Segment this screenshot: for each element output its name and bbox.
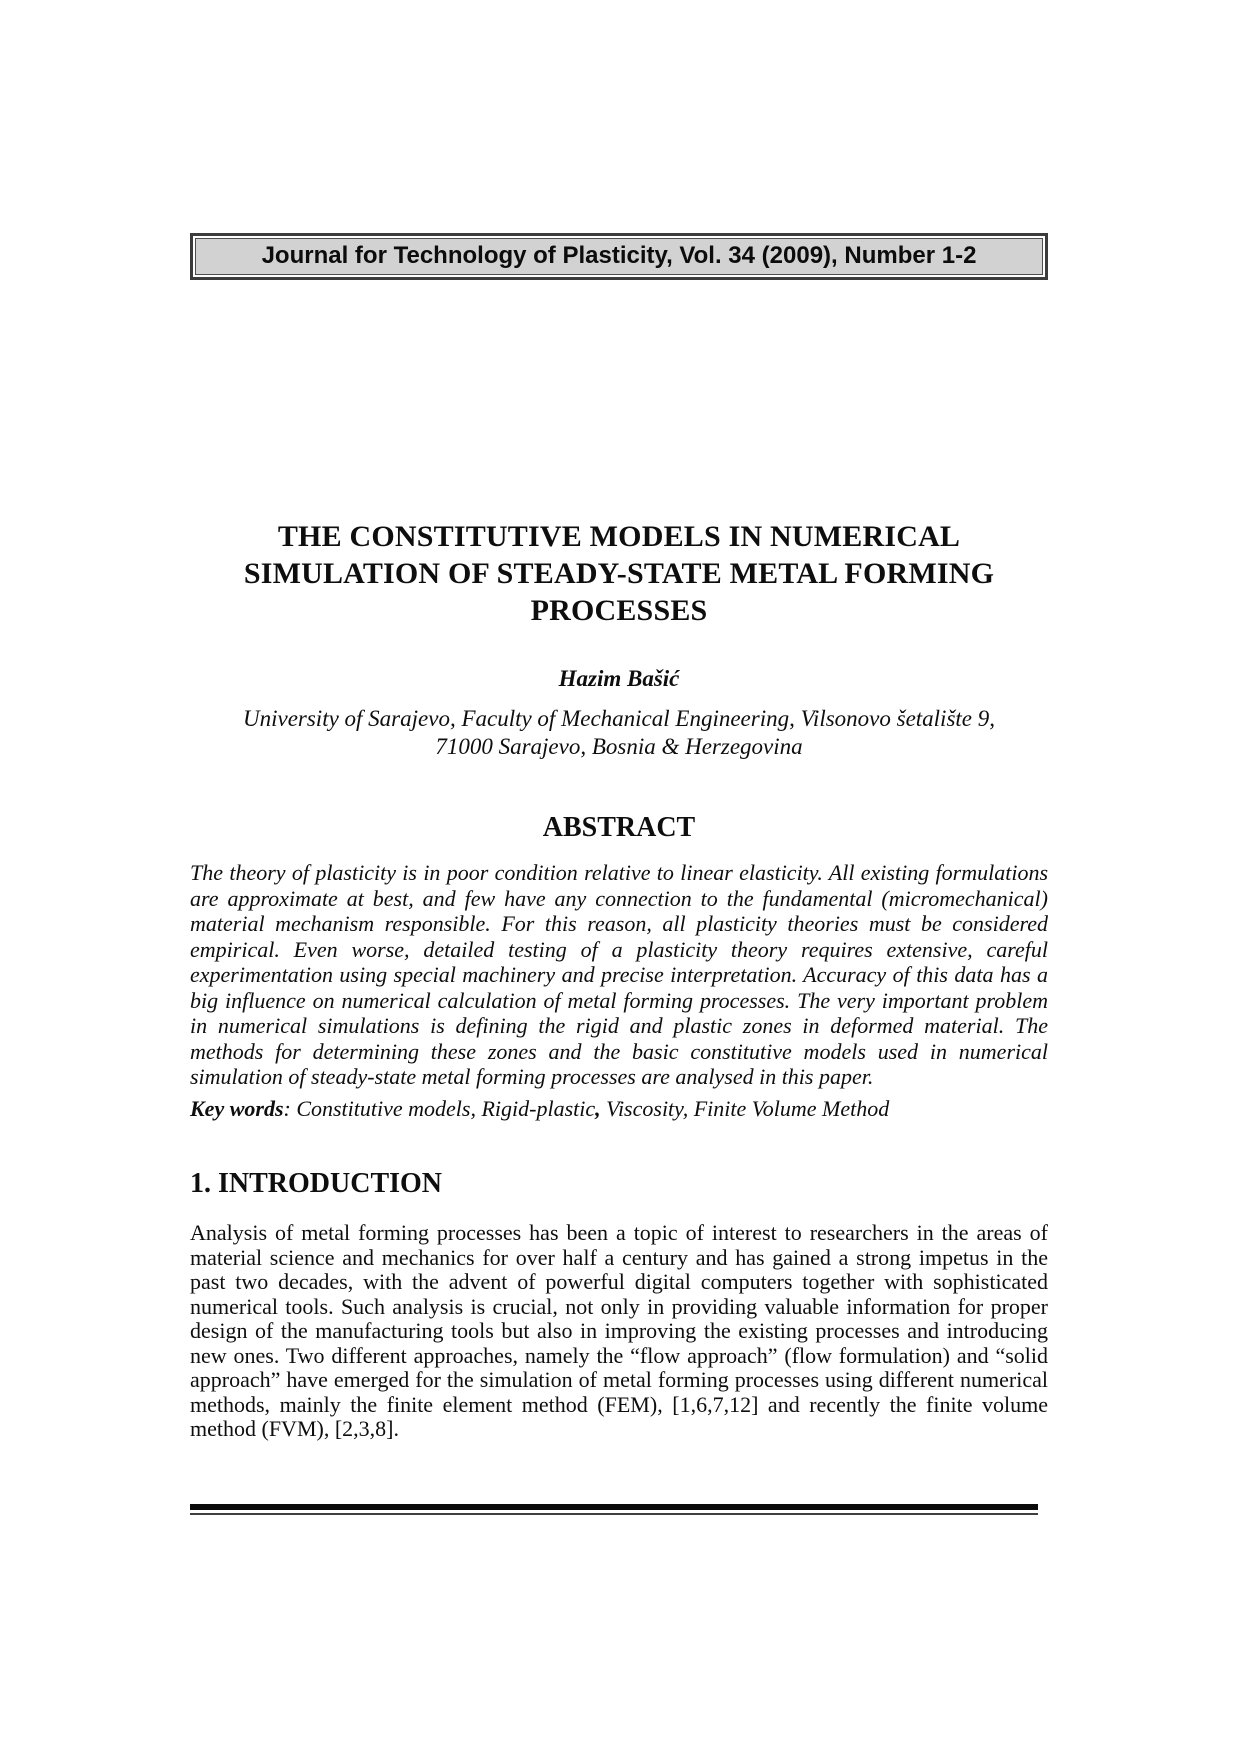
- abstract-text: The theory of plasticity is in poor condition relative to linear elasticity. All existing formulations are approximate at best, and few have any connection to the fundamental (micromechanical) material mechanism responsible. For this reason, all plasticity theories must be considered empirical. Even worse, detailed testing of a plasticity theory requires extensive, careful experimentation using special machinery and precise interpretation. Accuracy of this data has a big influence on numerical calculation of metal forming processes. The very important problem in numerical simulations is defining the rigid and plastic zones in deformed material. The methods for determining these zones and the basic constitutive models used in numerical simulation of steady-state metal forming processes are analysed in this paper.: [190, 860, 1048, 1089]
- abstract-heading: ABSTRACT: [542, 812, 696, 843]
- introduction-text: Analysis of metal forming processes has been a topic of interest to researchers in the areas of material science and mechanics for over half a century and has gained a strong impetus in the past two decades, with the advent of powerful digital computers together with sophisticated numerical tools. Such analysis is crucial, not only in providing valuable information for proper design of the manufacturing tools but also in improving the existing processes and introducing new ones. Two different approaches, namely the “flow approach” (flow formulation) and “solid approach” have emerged for the simulation of metal forming processes using different numerical methods, mainly the finite element method (FEM), [1,6,7,12] and recently the finite volume method (FVM), [2,3,8].: [190, 1220, 1048, 1441]
- affiliation-line-1: University of Sarajevo, Faculty of Mechanical Engineering, Vilsonovo šetalište 9,: [242, 706, 995, 731]
- keywords-bold-comma: ,: [595, 1096, 601, 1121]
- section-heading-introduction: 1. INTRODUCTION: [190, 1168, 443, 1199]
- keywords-text-mid: : Constitutive models, Rigid-plastic: [283, 1096, 596, 1121]
- journal-header-text: Journal for Technology of Plasticity, Vol. 34 (2009), Number 1-2: [195, 238, 1043, 275]
- footer-divider: [190, 1504, 1038, 1515]
- keywords-line: [190, 1096, 1048, 1122]
- paper-title-text: THE CONSTITUTIVE MODELS IN NUMERICAL SIMULATION OF STEADY-STATE METAL FORMING PROCESSES: [243, 520, 995, 627]
- paper-title: [190, 518, 1048, 629]
- journal-header-banner: [190, 233, 1048, 280]
- author-name: Hazim Bašić: [558, 666, 680, 691]
- keywords-text-rest: Viscosity, Finite Volume Method: [600, 1096, 890, 1121]
- keywords-label: Key words: [190, 1096, 284, 1121]
- affiliation-block: [190, 705, 1048, 761]
- affiliation-line-2: 71000 Sarajevo, Bosnia & Herzegovina: [435, 734, 803, 759]
